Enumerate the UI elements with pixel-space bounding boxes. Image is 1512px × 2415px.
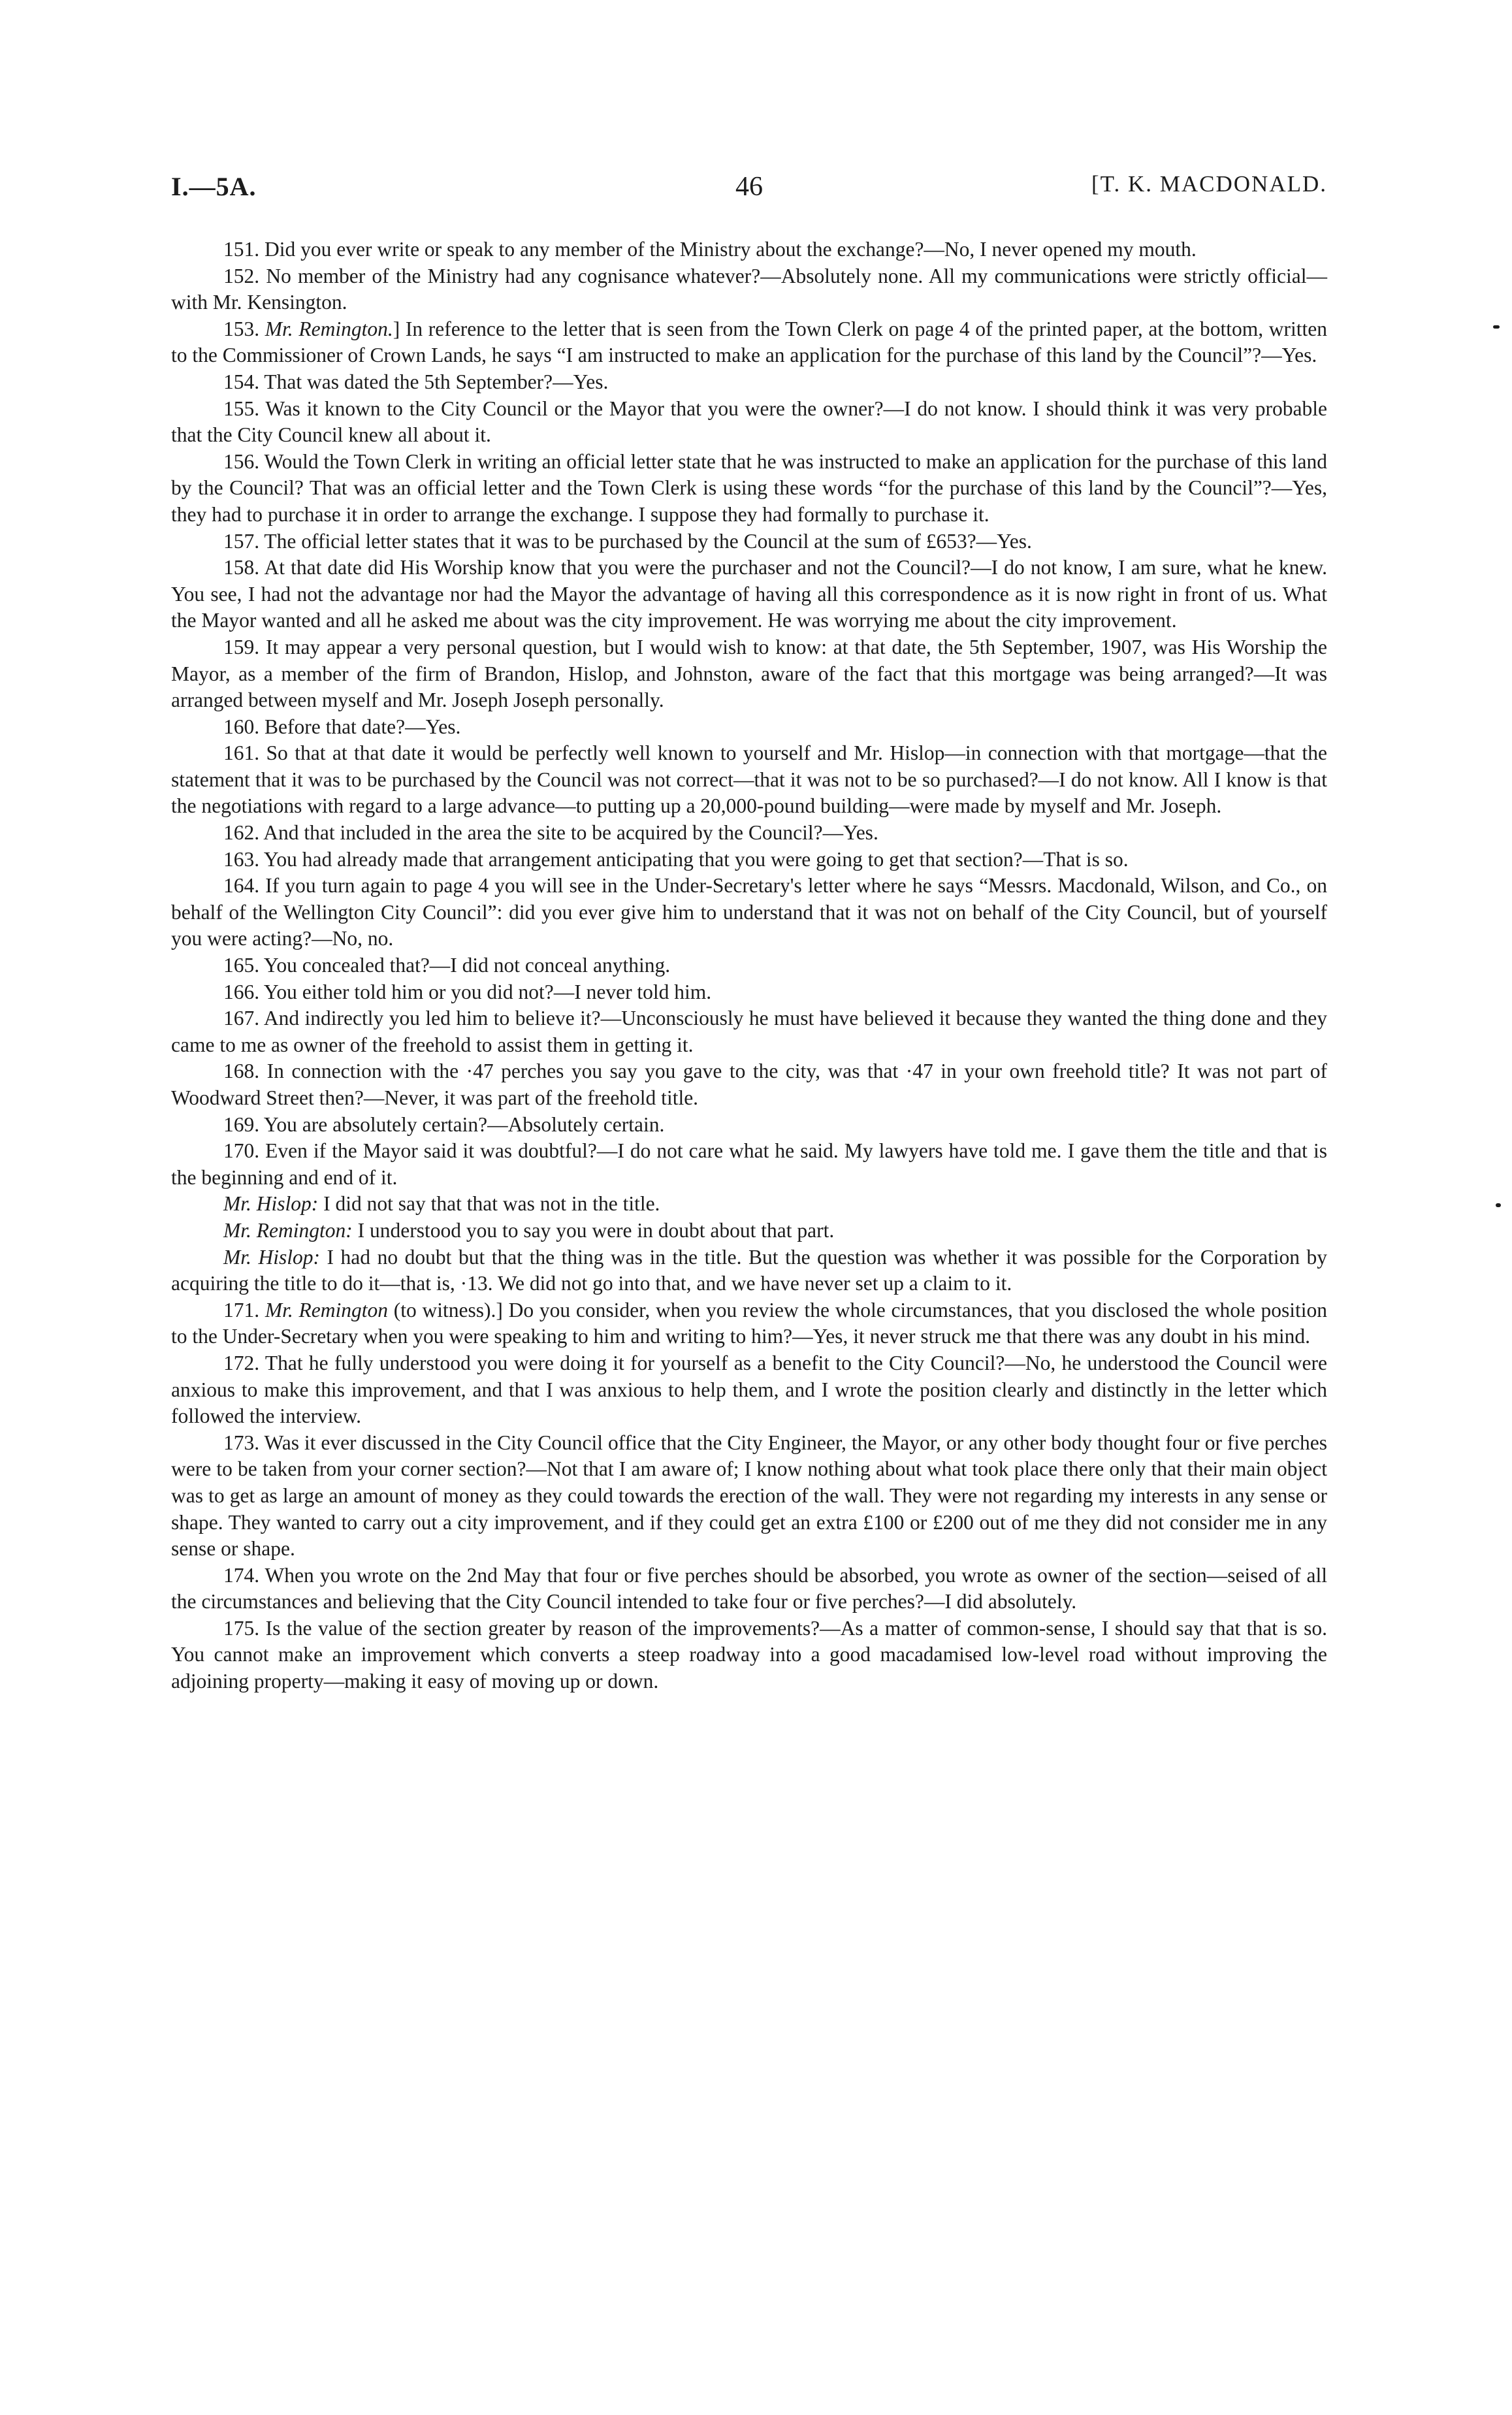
question-155: 155. Was it known to the City Council or the Mayor that you were the owner?—I do not know. I should think it was very probable that the City Council knew all about it.: [171, 397, 1327, 447]
page-header: [171, 171, 1327, 213]
speaker-name: Mr. Hislop:: [223, 1192, 319, 1216]
question-170: 170. Even if the Mayor said it was doubtful?—I do not care what he said. My lawyers have told me. I gave them the title and that is the beginning and end of it.: [171, 1139, 1327, 1189]
question-175: 175. Is the value of the section greater by reason of the improvements?—As a matter of common-sense, I should say that that is so. You cannot make an improvement which converts a steep roadway into a good macadamised low-level road without improving the adjoining property—making it easy of moving up or down.: [171, 1616, 1327, 1693]
question-169: 169. You are absolutely certain?—Absolutely certain.: [223, 1112, 665, 1136]
question-159: 159. It may appear a very personal question, but I would wish to know: at that date, the 5th September, 1907, was His Worship the Mayor, as a member of the firm of Brandon, Hislop, and Johnston, aware of the fact that this mortgage was being arranged?—It was arranged between myself and Mr. Joseph Joseph personally.: [171, 635, 1327, 712]
question-154: 154. That was dated the 5th September?—Yes.: [223, 370, 609, 393]
question-165: 165. You concealed that?—I did not conceal anything.: [223, 954, 671, 977]
statement-remington: Mr. Remington: I understood you to say you were in doubt about that part.: [223, 1218, 835, 1242]
question-167: 167. And indirectly you led him to believe it?—Unconsciously he must have believed it because they wanted the thing done and they came to me as owner of the freehold to assist them in getting it.: [171, 1007, 1327, 1056]
testimony-body: [171, 236, 1327, 1695]
question-151: 151. Did you ever write or speak to any member of the Ministry about the exchange?—No, I never opened my mouth.: [223, 238, 1197, 261]
statement-hislop-2: Mr. Hislop: I had no doubt but that the thing was in the title. But the question was whether it was possible for the Corporation by acquiring the title to do it—that is, ·13. We did not go into that, and we have never set up a claim to it.: [171, 1245, 1328, 1295]
question-174: 174. When you wrote on the 2nd May that four or five perches should be absorbed, you wrote as owner of the section—seised of all the circumstances and believing that the City Council intended to take four or five perches?—I did absolutely.: [171, 1563, 1327, 1613]
question-172: 172. That he fully understood you were doing it for yourself as a benefit to the City Council?—No, he understood the Council were anxious to make this improvement, and that I was anxious to help them, and I wrote the position clearly and distinctly in the letter which followed the interview.: [171, 1351, 1327, 1428]
margin-tick-mark: [1496, 1203, 1501, 1207]
question-157: 157. The official letter states that it was to be purchased by the Council at the sum of £653?—Yes.: [223, 529, 1032, 553]
question-173: 173. Was it ever discussed in the City Council office that the City Engineer, the Mayor, or any other body thought four or five perches were to be taken from your corner section?—Not that I am aware of; I know nothing about what took place there only that their main object was to get as large an amount of money as they could towards the erection of the wall. They were not regarding my interests in any sense or shape. They wanted to carry out a city improvement, and if they could get an extra £100 or £200 out of me they did not consider me in any sense or shape.: [171, 1431, 1327, 1561]
speaker-name: Mr. Remington: [265, 1298, 389, 1321]
speaker-name: Mr. Hislop:: [223, 1245, 320, 1269]
question-163: 163. You had already made that arrangement anticipating that you were going to get that section?—That is so.: [223, 847, 1129, 871]
question-156: 156. Would the Town Clerk in writing an official letter state that he was instructed to make an application for the purchase of this land by the Council? That was an official letter and the Town Clerk is using these words “for the purchase of this land by the Council”?—Yes, they had to purchase it in order to arrange the exchange. I suppose they had formally to purchase it.: [171, 449, 1327, 526]
speaker-name: Mr. Remington:: [223, 1218, 353, 1242]
question-164: 164. If you turn again to page 4 you will see in the Under-Secretary's letter where he says “Messrs. Macdonald, Wilson, and Co., on behalf of the Wellington City Council”: did you ever give him to understand that it was not on behalf of the City Council, but of yourself you were acting?—No, no.: [171, 874, 1327, 950]
question-152: 152. No member of the Ministry had any cognisance whatever?—Absolutely none. All my communications were strictly official—with Mr. Kensington.: [171, 264, 1327, 314]
question-166: 166. You either told him or you did not?—I never told him.: [223, 980, 712, 1003]
page-number: 46: [735, 172, 763, 202]
witness-name: [T. K. MACDONALD.: [1091, 171, 1327, 197]
margin-tick-mark: [1493, 325, 1500, 329]
speaker-name: Mr. Remington.: [265, 317, 393, 340]
question-158: 158. At that date did His Worship know that you were the purchaser and not the Council?—I do not know, I am sure, what he knew. You see, I had not the advantage nor had the Mayor the advantage of having all this correspondence as it is now right in front of us. What the Mayor wanted and all he asked me about was the city improvement. He was worrying me about the city improvement.: [171, 556, 1327, 632]
question-161: 161. So that at that date it would be perfectly well known to yourself and Mr. Hislop—in connection with that mortgage—that the statement that it was to be purchased by the Council was not correct—that it was not to be so purchased?—I do not know. All I know is that the negotiations with regard to a large advance—to putting up a 20,000-pound building—were made by myself and Mr. Joseph.: [171, 741, 1327, 818]
question-162: 162. And that included in the area the site to be acquired by the Council?—Yes.: [223, 821, 878, 845]
question-153: 153. Mr. Remington.] In reference to the letter that is seen from the Town Clerk on page 4 of the printed paper, at the bottom, written to the Commissioner of Crown Lands, he says “I am instructed to make an application for the purchase of this land by the Council”?—Yes.: [171, 317, 1328, 367]
question-171: 171. Mr. Remington (to witness).] Do you consider, when you review the whole circumstances, that you disclosed the whole position to the Under-Secretary when you were speaking to him and writing to him?—Yes, it never struck me that there was any doubt in his mind.: [171, 1298, 1328, 1348]
paper-reference: I.—5A.: [171, 172, 257, 201]
question-168: 168. In connection with the ·47 perches you say you gave to the city, was that ·47 in your own freehold title? It was not part of Woodward Street then?—Never, it was part of the freehold title.: [171, 1060, 1327, 1109]
statement-hislop: Mr. Hislop: I did not say that that was not in the title.: [223, 1192, 660, 1216]
question-160: 160. Before that date?—Yes.: [223, 715, 461, 738]
